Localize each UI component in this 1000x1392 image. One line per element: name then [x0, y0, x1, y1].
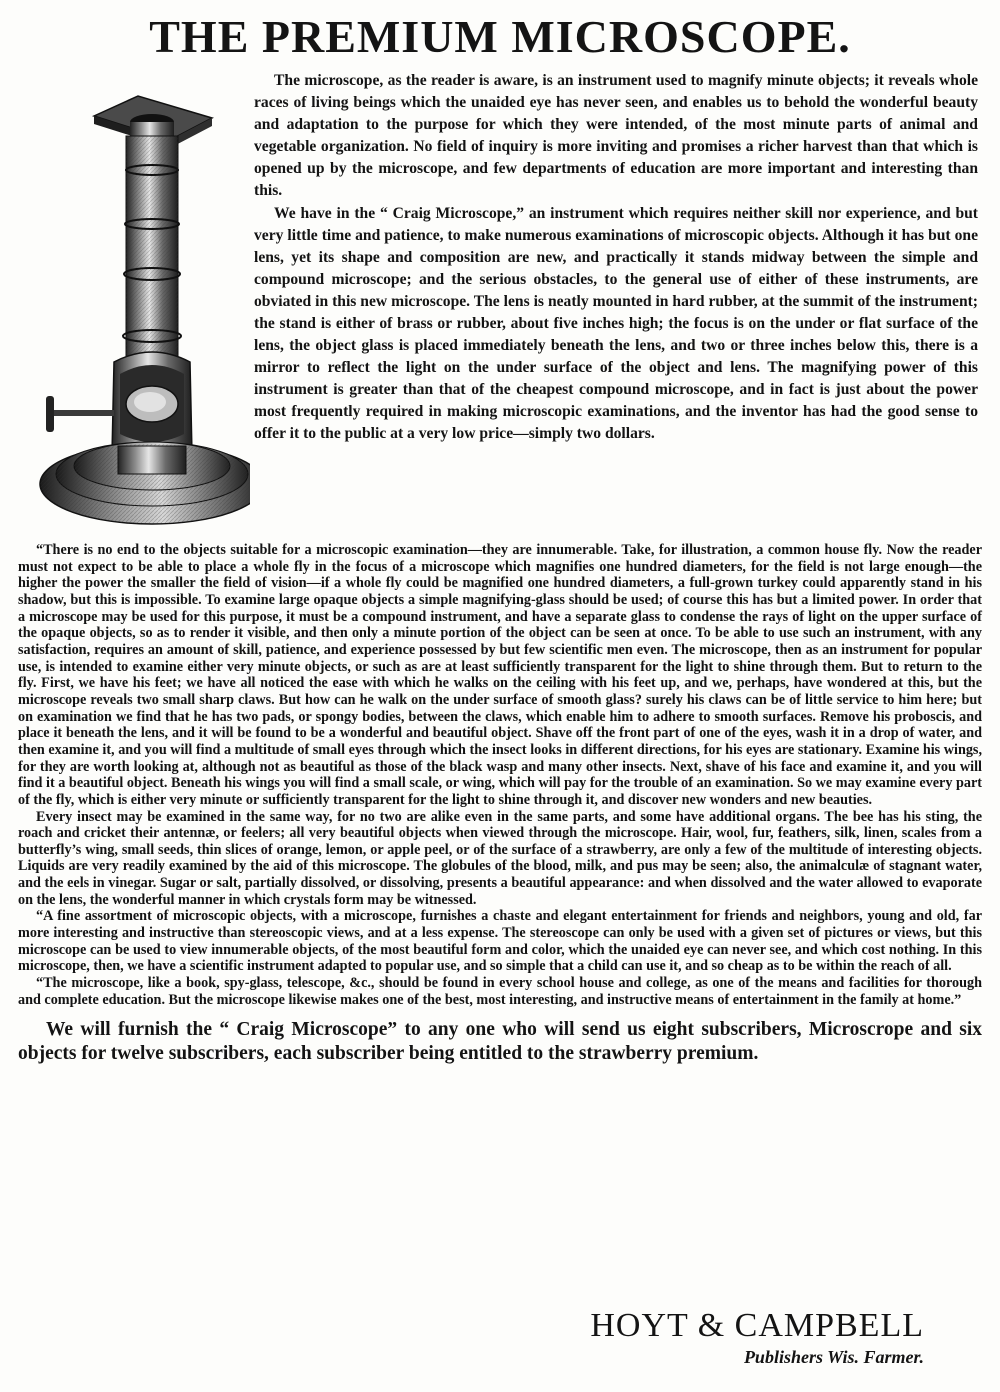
- body-paragraph: “A fine assortment of microscopic objects, with a microscope, furnishes a chaste and elegant entertainment for friends and neighbors, young and old, far more interesting and instructive than stereoscopic views, and at a less expense. The stereoscope can only be used with a given set of pictures or views, but this microscope can be used to view innumerable objects, of the most beautiful form and color, which the unaided eye can never see, and which cost nothing. In this microscope, then, we have a scientific instrument adapted to popular use, and so simple that a child can use it, and so cheap as to be within the reach of all.: [18, 908, 982, 975]
- closing-offer: We will furnish the “ Craig Microscope” to any one who will send us eight subscribers, Microscrope and six objects for twelve subscribers, each subscriber being entitled to the strawberry premium.: [18, 1019, 982, 1064]
- publisher-subtitle: Publishers Wis. Farmer.: [743, 1347, 924, 1367]
- body-paragraph: “The microscope, like a book, spy-glass, telescope, &c., should be found in every school house and college, as one of the means and facilities for thorough and complete education. But the microscope likewise makes one of the best, most interesting, and instructive means of entertainment in the family at home.”: [18, 975, 982, 1008]
- intro-paragraph: The microscope, as the reader is aware, is an instrument used to magnify minute objects; it reveals whole races of living beings which the unaided eye has never seen, and enables us to behold the wonderful beauty and adaptation to the purpose for which they were intended, of the most minute parts of animal and vegetable organization. No field of inquiry is more inviting and promises a richer harvest than that which is opened up by the microscope, and few departments of education are more important and interesting than this.: [254, 72, 978, 199]
- intro-section: [18, 70, 982, 540]
- intro-paragraph: We have in the “ Craig Microscope,” an instrument which requires neither skill nor experience, and but very little time and patience, to make numerous examinations of microscopic objects. Although it has but one lens, yet its shape and composition are new, and practically it stands midway between the simple and compound microscope; and the serious obstacles, to the general use of either of these instruments, are obviated in this new microscope. The lens is neatly mounted in hard rubber, at the summit of the instrument; the stand is either of brass or rubber, about five inches high; the focus is on the under or flat surface of the lens, the object glass is placed immediately beneath the lens, and two or three inches below this, there is a mirror to reflect the light on the under surface of the object and lens. The magnifying power of this instrument is greater than that of the cheapest compound microscope, and in fact is just about the power most frequently required in making microscopic examinations, and the inventor has had the good sense to offer it to the public at a very low price—simply two dollars.: [254, 205, 978, 442]
- publisher-name: HOYT & CAMPBELL: [590, 1307, 924, 1344]
- body-paragraph: Every insect may be examined in the same way, for no two are alike even in the same parts, and some have additional organs. The bee has his sting, the roach and cricket their antennæ, or feelers; all very beautiful objects when viewed through the microscope. Hair, wool, fur, feathers, silk, linen, scales from a butterfly’s wing, small seeds, thin slices of orange, lemon, or apple peel, or of the surface of a strawberry, are only a few of the multitude of interesting objects. Liquids are very readily examined by the aid of this microscope. The globules of the blood, milk, and pus may be seen; also, the animalculæ of stagnant water, and the eels in vinegar. Sugar or salt, partially dissolved, or dissolving, presents a beautiful appearance: and when dissolved and the water allowed to evaporate on the lens, the wonderful manner in which crystals form may be witnessed.: [18, 808, 982, 908]
- body-paragraph: “There is no end to the objects suitable for a microscopic examination—they are innumerable. Take, for illustration, a common house fly. Now the reader must not expect to be able to place a whole fly in the focus of a microscope which magnifies one hundred diameters, for the field is not large enough—the higher the power the smaller the field of vision—if a whole fly could be magnified one hundred diameters, a full-grown turkey could apparently stand in his shadow, but this is impossible. To examine large opaque objects a simple magnifying-glass should be used; of course this has but a limited power. In order that a microscope may be used for this purpose, it must be a compound instrument, and have a separate glass to condense the rays of light on the upper surface of the opaque objects, so as to render it visible, and then only a minute portion of the object can be seen at once. To be able to use such an instrument, with any satisfaction, requires an amount of skill, patience, and experience possessed by but few scientific men even. The microscope, then as an instrument for popular use, is intended to examine either very minute objects, or such as are at least sufficiently transparent for the light to shine through them. But to return to the fly. First, we have his feet; we have all noticed the ease with which he walks on the ceiling with his feet up, and we, perhaps, have wondered at this, but the microscope reveals two small sharp claws. But how can he walk on the under surface of smooth glass? surely his claws can be of little service to him here; but on examination we find that he has two pads, or spongy bodies, between the claws, which enable him to adhere to smooth surfaces. Remove his proboscis, and place it beneath the lens, and it will be found to be a wonderful and beautiful object. Shave off the front part of one of the eyes, wash it in a drop of water, and then examine it, and you will find a multitude of small eyes through which the insect looks in different directions, for his eyes are stationary. Examine his wings, for they are worth looking at, although not as beautiful as those of the black wasp and many other insects. Next, shave of his face and examine it, and you will find it a beautiful object. Beneath his wings you will find a small scale, or wing, which will pay for the trouble of an examination. So we may examine every part of the fly, which is either very minute or sufficiently transparent for the light to shine through it, and discover new wonders and new beauties.: [18, 542, 982, 808]
- microscope-illustration: [22, 74, 250, 534]
- signature-block: [590, 1306, 924, 1368]
- page-title: THE PREMIUM MICROSCOPE.: [149, 11, 851, 62]
- body-text: [18, 542, 982, 1008]
- intro-text: [254, 70, 978, 444]
